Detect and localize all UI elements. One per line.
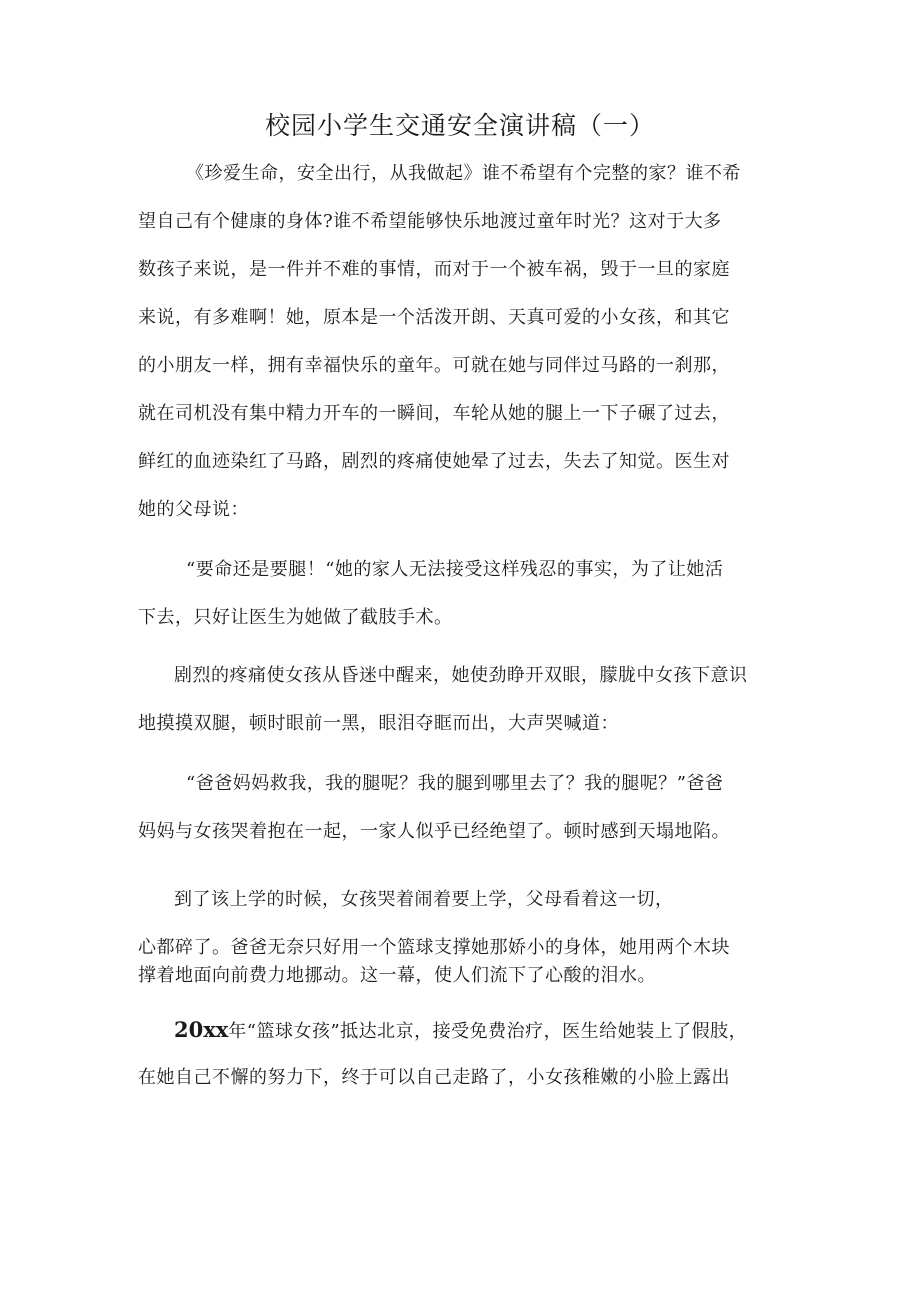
text-line: 的小朋友一样，拥有幸福快乐的童年。可就在她与同伴过马路的一刹那， xyxy=(138,355,730,376)
text-line: 数孩子来说，是一件并不难的事情，而对于一个被车祸，毁于一旦的家庭 xyxy=(138,259,730,280)
paragraph-4 xyxy=(138,760,798,856)
text-line xyxy=(138,1006,798,1054)
text-line: 在她自己不懈的努力下，终于可以自己走路了，小女孩稚嫩的小脸上露出 xyxy=(138,1067,730,1088)
paragraph-1 xyxy=(138,150,798,534)
text-line: “爸爸妈妈救我，我的腿呢？我的腿到哪里去了？我的腿呢？”爸爸 xyxy=(186,773,724,794)
text-line: 妈妈与女孩哭着抱在一起，一家人似乎已经绝望了。顿时感到天塌地陷。 xyxy=(138,821,730,842)
text-line: 下去，只好让医生为她做了截肢手术。 xyxy=(138,607,453,628)
paragraph-3 xyxy=(138,652,798,748)
paragraph-6 xyxy=(138,934,798,990)
text-line: 来说，有多难啊！她，原本是一个活泼开朗、天真可爱的小女孩，和其它 xyxy=(138,307,730,328)
text-line: 《珍爱生命，安全出行，从我做起》谁不希望有个完整的家？谁不希 xyxy=(186,163,741,184)
text-line: “要命还是要腿！“她的家人无法接受这样残忍的事实，为了让她活 xyxy=(186,559,724,580)
text-line: 就在司机没有集中精力开车的一瞬间，车轮从她的腿上一下子碾了过去， xyxy=(138,403,730,424)
paragraph-2 xyxy=(138,546,798,642)
text-line: 心都碎了。爸爸无奈只好用一个篮球支撑她那娇小的身体，她用两个木块 xyxy=(138,937,730,958)
text-line: 剧烈的疼痛使女孩从昏迷中醒来，她使劲睁开双眼，朦胧中女孩下意识 xyxy=(174,665,748,686)
paragraph-7 xyxy=(138,1006,798,1102)
text-line: 望自己有个健康的身体?谁不希望能够快乐地渡过童年时光？这对于大多 xyxy=(138,211,722,232)
text-line: 撑着地面向前费力地挪动。这一幕，使人们流下了心酸的泪水。 xyxy=(138,965,656,986)
year-number: 20xx xyxy=(174,1017,229,1042)
text-line: 到了该上学的时候，女孩哭着闹着要上学，父母看着这一切， xyxy=(174,889,674,910)
document-title: 校园小学生交通安全演讲稿（一） xyxy=(264,111,655,140)
text-line: 她的父母说： xyxy=(138,499,249,520)
text-line: 地摸摸双腿，顿时眼前一黑，眼泪夺眶而出，大声哭喊道： xyxy=(138,713,619,734)
text-run: 年“篮球女孩”抵达北京，接受免费治疗，医生给她装上了假肢， xyxy=(228,1021,748,1042)
text-line: 鲜红的血迹染红了马路，剧烈的疼痛使她晕了过去，失去了知觉。医生对 xyxy=(138,451,730,472)
paragraph-5 xyxy=(138,876,798,924)
